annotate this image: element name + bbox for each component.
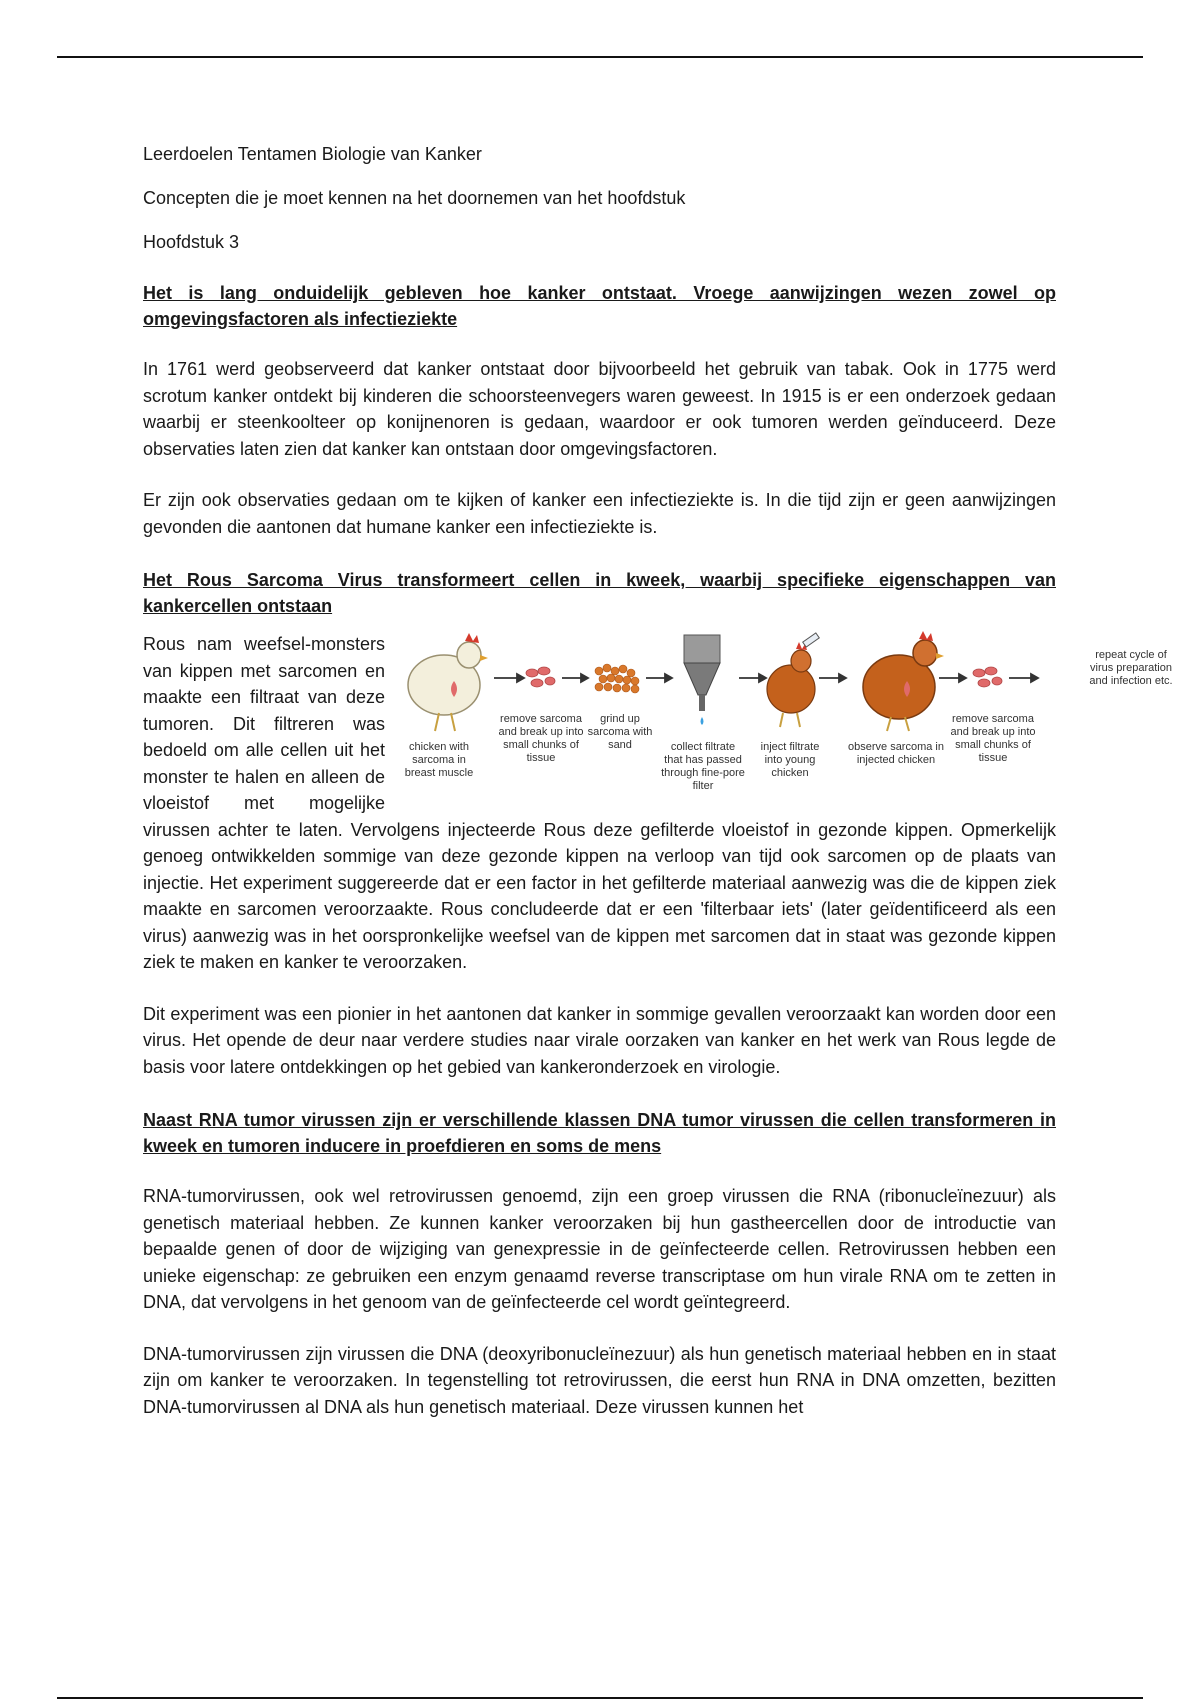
rous-experiment-figure bbox=[399, 623, 1179, 811]
top-rule bbox=[57, 56, 1143, 58]
paragraph: RNA-tumorvirussen, ook wel retrovirussen genoemd, zijn een groep virussen die RNA (ribonucleïnezuur) als genetisch materiaal hebben. Ze kunnen kanker veroorzaken bij hun gastheercellen door de introductie van bepaalde genen of door de wijziging van genexpressie in de geïnfecteerde cellen. Retrovirussen hebben een unieke eigenschap: ze gebruiken een enzym genaamd reverse transcriptase om hun virale RNA om te zetten in DNA, dat vervolgens in het genoom van de geïnfecteerde cel wordt geïntegreerd. bbox=[143, 1186, 1056, 1312]
rous-section bbox=[143, 631, 1173, 1001]
filter-funnel-icon bbox=[684, 635, 720, 725]
sand-pile-icon bbox=[595, 664, 639, 693]
paragraph: Dit experiment was een pionier in het aantonen dat kanker in sommige gevallen veroorzaakt kan worden door een virus. Het opende de deur naar verdere studies naar virale oorzaken van kanker en het werk van Rous legde de basis voor latere ontdekkingen op het gebied van kankeronderzoek en virologie. bbox=[143, 1003, 1056, 1077]
paragraph: Er zijn ook observaties gedaan om te kijken of kanker een infectieziekte is. In die tijd zijn er geen aanwijzingen gevonden die aantonen dat humane kanker een infectieziekte is. bbox=[143, 490, 1056, 537]
figure-step-label: grind up sarcoma with sand bbox=[587, 713, 653, 751]
bottom-rule bbox=[57, 1697, 1143, 1699]
section-heading: Het is lang onduidelijk gebleven hoe kanker ontstaat. Vroege aanwijzingen wezen zowel op omgevingsfactoren als infectieziekte bbox=[143, 283, 1056, 329]
figure-step-label: observe sarcoma in injected chicken bbox=[848, 741, 944, 766]
course-title: Leerdoelen Tentamen Biologie van Kanker bbox=[143, 144, 482, 164]
figure-step-label: collect filtrate that has passed through fine-pore filter bbox=[661, 741, 745, 792]
brown-hen-icon bbox=[863, 631, 944, 731]
figure-step-label: remove sarcoma and break up into small chunks of tissue bbox=[498, 713, 584, 764]
paragraph: DNA-tumorvirussen zijn virussen die DNA (deoxyribonucleïnezuur) als hun genetisch materiaal hebben en in staat zijn om kanker te veroorzaken. In tegenstelling tot retrovirussen, die eerst hun RNA in DNA omzetten, bezitten DNA-tumorvirussen al DNA als hun genetisch materiaal. Deze virussen kunnen het bbox=[143, 1343, 1056, 1417]
figure-step-label: inject filtrate into young chicken bbox=[760, 741, 820, 779]
white-hen-icon bbox=[408, 633, 488, 731]
chapter-label: Hoofdstuk 3 bbox=[143, 232, 240, 252]
paragraph: In 1761 werd geobserveerd dat kanker ontstaat door bijvoorbeeld het gebruik van tabak. Ook in 1775 werd scrotum kanker ontdekt bij kinderen die schoorsteenvegers waren geweest. In 1915 is er een onderzoek gedaan waarbij er steenkoolteer op konijnenoren is gedaan, waardoor er ook tumoren werden geïnduceerd. Deze observaties laten zien dat kanker kan ontstaan door omgevingsfactoren. bbox=[143, 359, 1056, 459]
subtitle: Concepten die je moet kennen na het doornemen van het hoofdstuk bbox=[143, 188, 686, 208]
figure-step-label: repeat cycle of virus preparation and infection etc. bbox=[1089, 649, 1173, 687]
figure-step-label: chicken with sarcoma in breast muscle bbox=[404, 741, 474, 779]
tissue-chunks-icon bbox=[526, 667, 555, 687]
section-heading: Naast RNA tumor virussen zijn er verschillende klassen DNA tumor virussen die cellen transformeren in kweek en tumoren inducere in proefdieren en soms de mens bbox=[143, 1110, 1056, 1156]
paragraph: Rous nam weefsel-monsters van kippen met sarcomen en maakte een filtraat van deze tumoren. Dit filtreren was bedoeld om alle cellen uit het monster te halen en alleen de vloeistof met mogelijke virussen achter te laten. Vervolgens injecteerde Rous deze gefilterde vloeistof in gezonde kippen. Opmerkelijk genoeg ontwikkelden sommige van deze gezonde kippen na verloop van tijd ook sarcomen op de plaats van injectie. Het experiment suggereerde dat er een factor in het gefilterde materiaal aanwezig was die de kippen ziek maakte en sarcomen veroorzaakte. Rous concludeerde dat er een 'filterbaar iets' (later geïdentificeerd als een virus) aanwezig was in het oorspronkelijke weefsel van de kippen met sarcomen dat in staat was gezonde kippen ziek te maken en kanker te veroorzaken. bbox=[143, 634, 1056, 972]
figure-step-label: remove sarcoma and break up into small chunks of tissue bbox=[950, 713, 1036, 764]
young-hen-icon bbox=[767, 633, 819, 727]
section-heading: Het Rous Sarcoma Virus transformeert cellen in kweek, waarbij specifieke eigenschappen van kankercellen ontstaan bbox=[143, 570, 1056, 616]
tissue-chunks-icon bbox=[973, 667, 1002, 687]
document-page bbox=[143, 143, 1173, 1445]
